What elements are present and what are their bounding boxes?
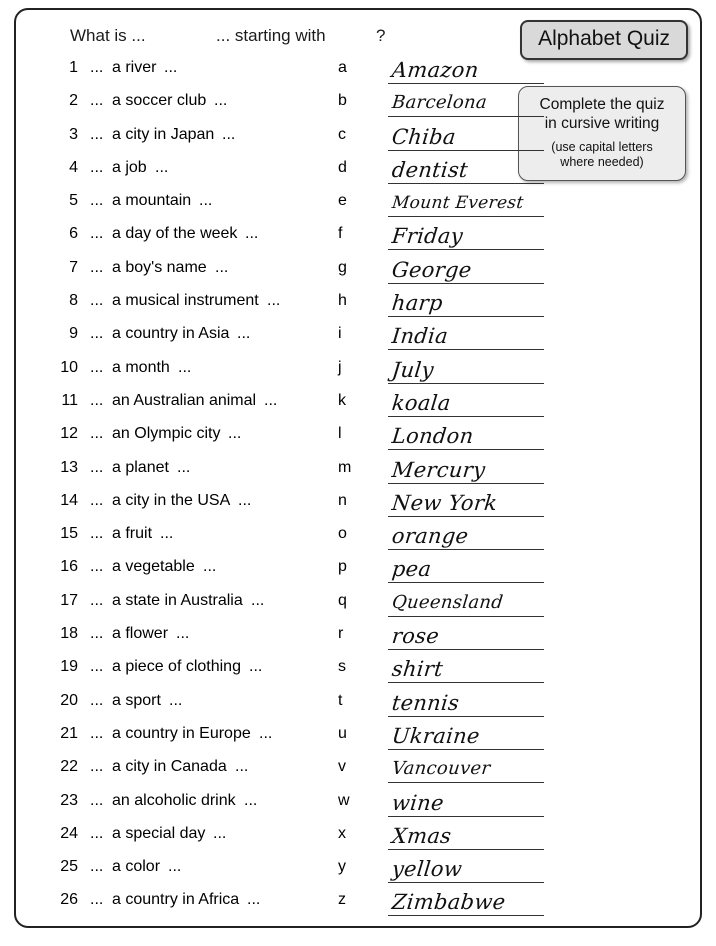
row-prompt: an Australian animal (112, 391, 257, 409)
quiz-row (16, 152, 700, 185)
answer-line[interactable] (388, 52, 544, 84)
answer-line[interactable] (388, 518, 544, 550)
answer-text: Vancouver (390, 758, 492, 780)
row-dots-right: ... (215, 258, 229, 276)
row-letter: g (338, 258, 347, 276)
quiz-row (16, 318, 700, 351)
row-dots-right: ... (164, 59, 178, 76)
row-dots-left: ... (90, 691, 104, 709)
row-letter: z (338, 891, 346, 909)
row-letter: f (338, 225, 343, 243)
row-number: 10 (60, 358, 78, 376)
row-dots-right: ... (264, 391, 278, 409)
row-number: 13 (60, 458, 78, 476)
row-prompt: a soccer club (112, 92, 207, 110)
row-dots-left: ... (90, 59, 104, 76)
answer-text: shirt (390, 657, 445, 682)
answer-text: Xmas (390, 823, 453, 848)
answer-line[interactable] (388, 385, 544, 417)
row-number: 6 (69, 225, 78, 243)
quiz-row (16, 418, 700, 451)
row-number: 22 (60, 758, 78, 776)
answer-line[interactable] (388, 252, 544, 284)
row-dots-left: ... (90, 92, 104, 110)
row-number: 12 (60, 425, 78, 443)
row-prompt: a sport (112, 691, 161, 709)
quiz-row (16, 385, 700, 418)
row-letter: x (338, 824, 346, 842)
answer-text: London (390, 424, 475, 449)
answer-line[interactable] (388, 685, 544, 717)
row-dots-right: ... (160, 525, 174, 543)
row-letter: w (338, 791, 350, 809)
answer-line[interactable] (388, 485, 544, 517)
row-dots-right: ... (214, 92, 228, 110)
row-letter: k (338, 391, 346, 409)
quiz-row (16, 119, 700, 152)
answer-line[interactable] (388, 285, 544, 317)
row-prompt: a piece of clothing (112, 658, 241, 676)
row-number: 19 (60, 658, 78, 676)
row-letter: b (338, 92, 347, 110)
quiz-row (16, 52, 700, 85)
answer-line[interactable] (388, 751, 544, 783)
quiz-row (16, 485, 700, 518)
row-dots-right: ... (178, 358, 192, 376)
answer-line[interactable] (388, 185, 544, 217)
answer-text: koala (390, 390, 452, 415)
answer-text: Ukraine (390, 723, 482, 748)
answer-line[interactable] (388, 318, 544, 350)
answer-text: tennis (390, 690, 461, 715)
row-number: 11 (61, 391, 78, 409)
row-dots-right: ... (203, 558, 217, 576)
answer-line[interactable] (388, 218, 544, 250)
answer-line[interactable] (388, 651, 544, 683)
answer-text: Barcelona (390, 92, 489, 114)
answer-line[interactable] (388, 618, 544, 650)
quiz-row (16, 352, 700, 385)
quiz-row (16, 751, 700, 784)
row-number: 9 (69, 325, 78, 343)
answer-text: rose (390, 624, 441, 649)
answer-text: Queensland (390, 591, 505, 613)
row-prompt: a vegetable (112, 558, 195, 576)
answer-line[interactable] (388, 818, 544, 850)
row-prompt: a city in the USA (112, 491, 231, 509)
row-letter: y (338, 858, 346, 876)
row-prompt: a special day (112, 824, 206, 842)
row-number: 1 (69, 59, 78, 76)
row-letter: c (338, 125, 346, 143)
answer-text: Chiba (390, 124, 458, 149)
answer-text: Mercury (390, 457, 487, 482)
row-dots-left: ... (90, 391, 104, 409)
quiz-row (16, 851, 700, 884)
row-letter: a (338, 59, 347, 76)
row-prompt: a month (112, 358, 170, 376)
answer-text: Friday (390, 224, 465, 249)
answer-text: dentist (390, 157, 470, 182)
row-prompt: a mountain (112, 192, 192, 210)
worksheet-sheet (14, 8, 702, 928)
row-dots-right: ... (237, 325, 251, 343)
row-dots-left: ... (90, 425, 104, 443)
row-dots-right: ... (245, 225, 259, 243)
row-dots-right: ... (222, 125, 236, 143)
row-number: 21 (60, 724, 78, 742)
row-dots-left: ... (90, 125, 104, 143)
answer-line[interactable] (388, 884, 544, 916)
row-dots-left: ... (90, 225, 104, 243)
row-dots-right: ... (259, 724, 273, 742)
row-letter: h (338, 292, 347, 310)
row-prompt: a planet (112, 458, 169, 476)
row-letter: t (338, 691, 343, 709)
answer-text: July (390, 357, 435, 382)
row-dots-left: ... (90, 458, 104, 476)
answer-text: wine (390, 790, 446, 815)
answer-text: Zimbabwe (390, 890, 507, 915)
answer-text: India (390, 324, 450, 349)
row-dots-right: ... (244, 791, 258, 809)
answer-line[interactable] (388, 551, 544, 583)
row-prompt: a city in Canada (112, 758, 227, 776)
row-number: 26 (60, 891, 78, 909)
note-line-1: Complete the quiz (539, 96, 665, 113)
row-dots-right: ... (168, 858, 182, 876)
row-number: 24 (60, 824, 78, 842)
answer-line[interactable] (388, 452, 544, 484)
row-letter: m (338, 458, 352, 476)
quiz-row (16, 252, 700, 285)
row-prompt: a color (112, 858, 161, 876)
answer-line[interactable] (388, 785, 544, 817)
row-number: 8 (69, 292, 78, 310)
row-dots-left: ... (90, 325, 104, 343)
answer-text: Amazon (390, 58, 480, 82)
row-number: 17 (60, 591, 78, 609)
row-prompt: a boy's name (112, 258, 207, 276)
row-number: 14 (60, 491, 78, 509)
row-dots-right: ... (199, 192, 213, 210)
quiz-row (16, 618, 700, 651)
row-number: 20 (60, 691, 78, 709)
row-dots-left: ... (90, 891, 104, 909)
quiz-row (16, 585, 700, 618)
row-number: 5 (69, 192, 78, 210)
row-dots-left: ... (90, 158, 104, 176)
answer-text: New York (390, 490, 499, 515)
row-dots-left: ... (90, 525, 104, 543)
row-dots-right: ... (177, 458, 191, 476)
row-number: 4 (69, 158, 78, 176)
row-dots-left: ... (90, 758, 104, 776)
row-prompt: a state in Australia (112, 591, 243, 609)
answer-line[interactable] (388, 85, 544, 117)
answer-text: George (390, 257, 473, 282)
answer-line[interactable] (388, 119, 544, 151)
answer-line[interactable] (388, 718, 544, 750)
answer-text: yellow (390, 857, 464, 882)
row-dots-right: ... (176, 625, 190, 643)
row-letter: p (338, 558, 347, 576)
quiz-row (16, 285, 700, 318)
answer-line[interactable] (388, 152, 544, 184)
answer-text: pea (390, 557, 433, 582)
row-number: 15 (60, 525, 78, 543)
quiz-row (16, 718, 700, 751)
row-letter: i (338, 325, 342, 343)
row-dots-right: ... (235, 758, 249, 776)
row-letter: q (338, 591, 347, 609)
row-dots-right: ... (251, 591, 265, 609)
row-prompt: a fruit (112, 525, 153, 543)
worksheet-header (56, 24, 456, 52)
row-dots-left: ... (90, 625, 104, 643)
quiz-row (16, 452, 700, 485)
row-letter: o (338, 525, 347, 543)
row-dots-right: ... (247, 891, 261, 909)
row-dots-right: ... (213, 824, 227, 842)
row-dots-left: ... (90, 791, 104, 809)
row-prompt: a city in Japan (112, 125, 215, 143)
row-prompt: a musical instrument (112, 292, 259, 310)
row-letter: j (338, 358, 342, 376)
row-prompt: a flower (112, 625, 169, 643)
row-number: 3 (69, 125, 78, 143)
row-prompt: a country in Africa (112, 891, 240, 909)
answer-text: harp (390, 291, 444, 316)
header-starting-with-label: ... starting with (216, 26, 326, 45)
row-letter: s (338, 658, 346, 676)
row-letter: r (338, 625, 344, 643)
note-sub-2: where needed) (560, 155, 644, 169)
row-dots-left: ... (90, 491, 104, 509)
quiz-row (16, 218, 700, 251)
row-letter: n (338, 491, 347, 509)
quiz-row (16, 185, 700, 218)
answer-line[interactable] (388, 418, 544, 450)
row-letter: l (338, 425, 342, 443)
row-dots-right: ... (228, 425, 242, 443)
row-number: 16 (60, 558, 78, 576)
row-letter: v (338, 758, 346, 776)
quiz-row (16, 85, 700, 118)
row-prompt: a day of the week (112, 225, 238, 243)
header-what-label: What is ... (70, 26, 146, 45)
quiz-row (16, 551, 700, 584)
row-prompt: an alcoholic drink (112, 791, 236, 809)
note-sub-1: (use capital letters (551, 140, 653, 154)
row-dots-left: ... (90, 724, 104, 742)
row-prompt: a river (112, 59, 157, 76)
quiz-list (16, 52, 700, 918)
row-dots-left: ... (90, 258, 104, 276)
row-prompt: a job (112, 158, 147, 176)
quiz-row (16, 785, 700, 818)
row-dots-right: ... (267, 292, 281, 310)
row-letter: e (338, 192, 347, 210)
row-dots-left: ... (90, 824, 104, 842)
row-dots-right: ... (155, 158, 169, 176)
row-dots-right: ... (169, 691, 183, 709)
row-dots-left: ... (90, 358, 104, 376)
row-number: 23 (60, 791, 78, 809)
row-dots-right: ... (249, 658, 263, 676)
answer-line[interactable] (388, 352, 544, 384)
row-prompt: a country in Europe (112, 724, 251, 742)
answer-text: Mount Everest (390, 193, 525, 214)
row-dots-left: ... (90, 658, 104, 676)
row-number: 25 (60, 858, 78, 876)
row-dots-right: ... (238, 491, 252, 509)
row-dots-left: ... (90, 558, 104, 576)
answer-line[interactable] (388, 851, 544, 883)
row-prompt: a country in Asia (112, 325, 230, 343)
row-number: 2 (69, 92, 78, 110)
quiz-row (16, 651, 700, 684)
quiz-row (16, 818, 700, 851)
row-letter: u (338, 724, 347, 742)
note-line-2: in cursive writing (544, 115, 660, 132)
row-prompt: an Olympic city (112, 425, 221, 443)
row-number: 7 (69, 258, 78, 276)
quiz-row (16, 884, 700, 917)
row-dots-left: ... (90, 591, 104, 609)
row-dots-left: ... (90, 858, 104, 876)
row-dots-left: ... (90, 192, 104, 210)
quiz-row (16, 685, 700, 718)
answer-text: orange (390, 524, 470, 549)
header-question-mark: ? (376, 26, 386, 45)
answer-line[interactable] (388, 585, 544, 617)
row-number: 18 (60, 625, 78, 643)
row-letter: d (338, 158, 347, 176)
row-dots-left: ... (90, 292, 104, 310)
page-title: Alphabet Quiz (520, 20, 688, 60)
quiz-row (16, 518, 700, 551)
